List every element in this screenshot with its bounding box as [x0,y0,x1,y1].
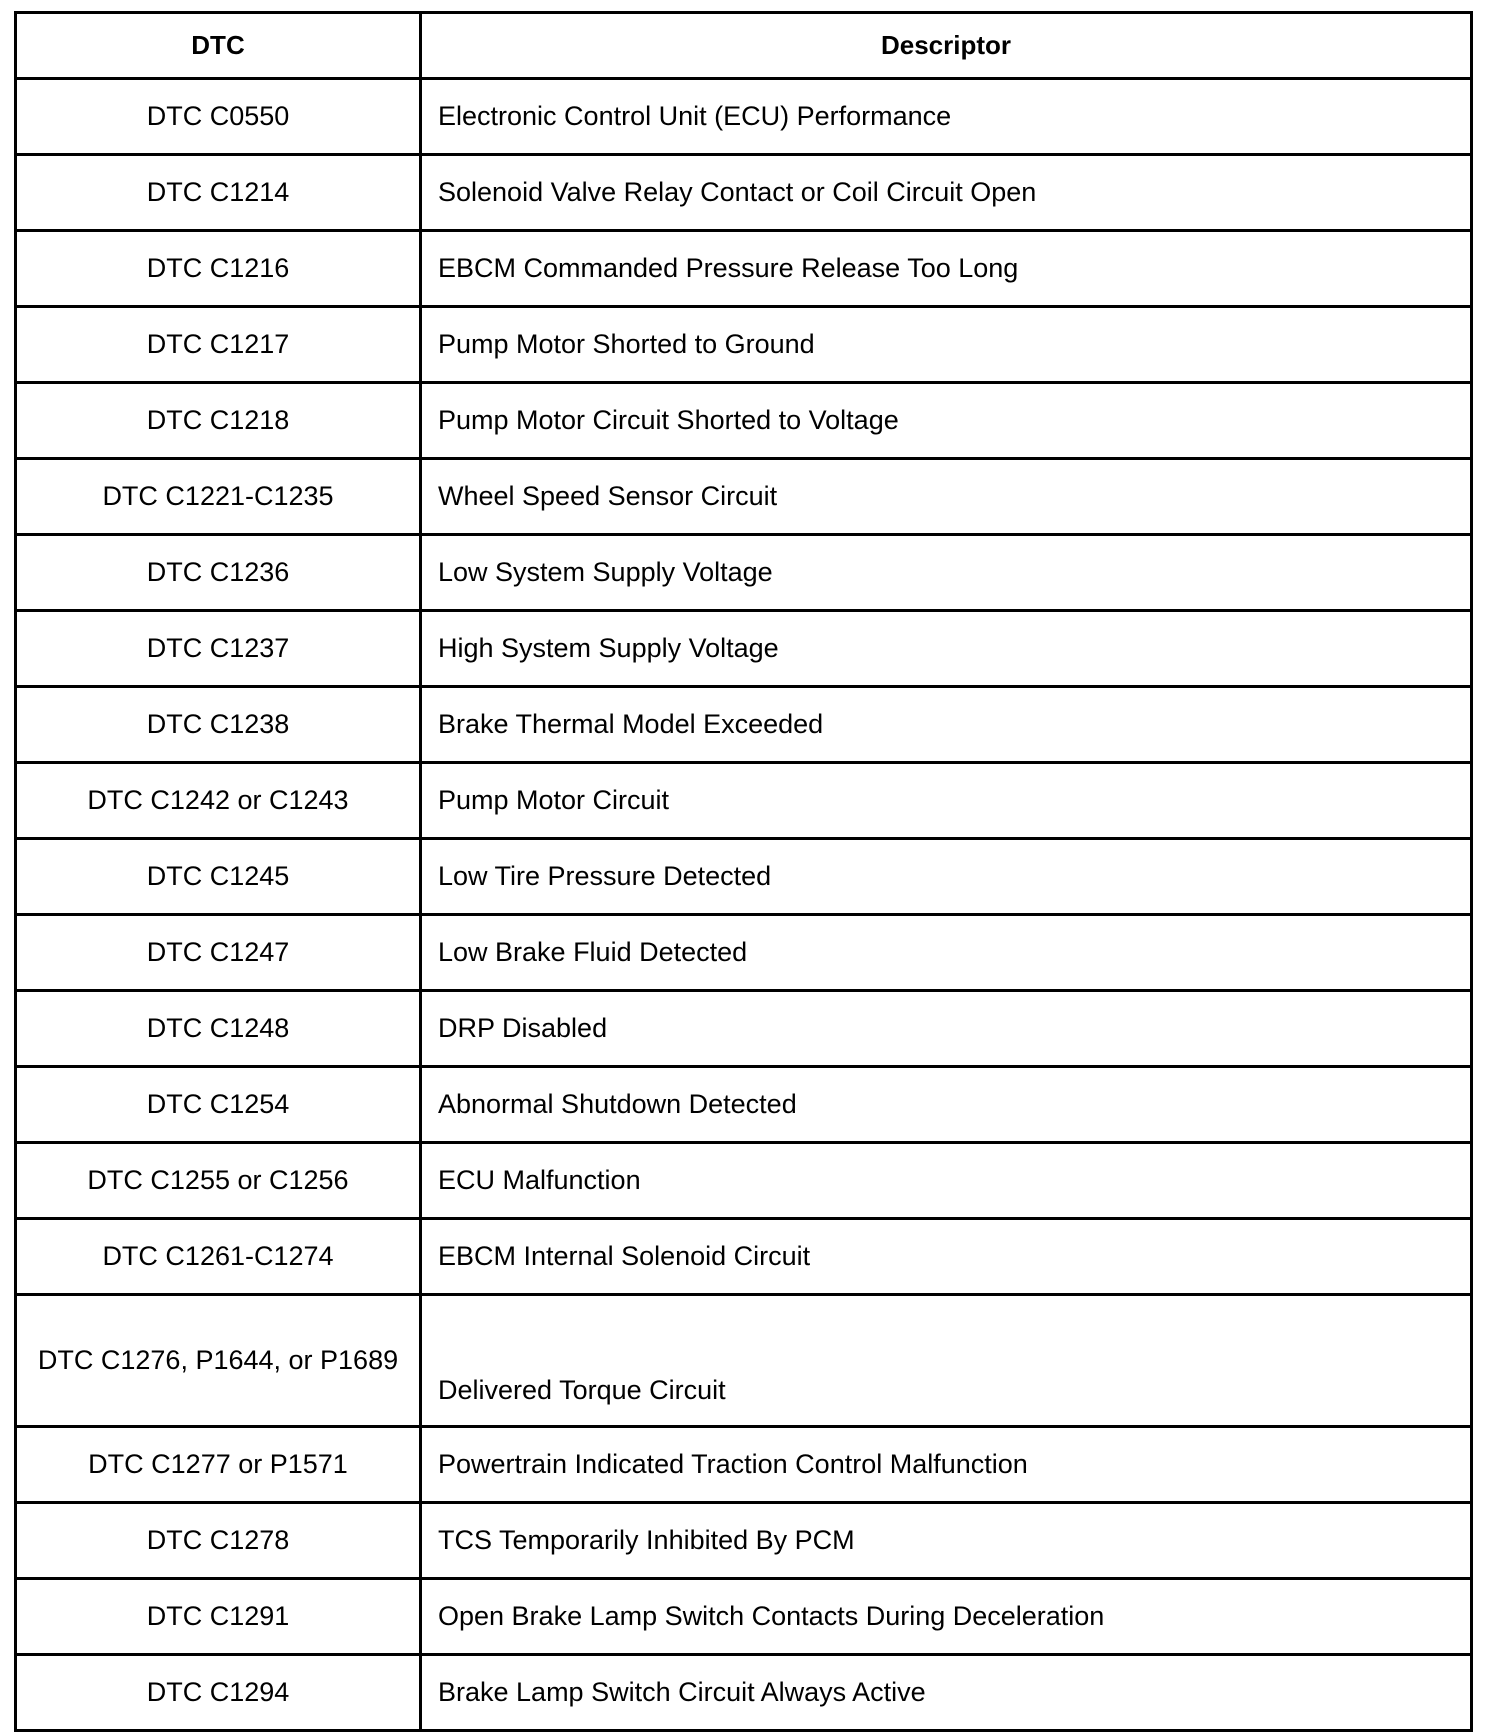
table-row [16,155,1472,231]
dtc-descriptor: EBCM Internal Solenoid Circuit [421,1219,1472,1295]
header-row [16,13,1472,79]
dtc-descriptor: Abnormal Shutdown Detected [421,1067,1472,1143]
dtc-descriptor: Delivered Torque Circuit [421,1295,1472,1427]
dtc-code: DTC C1247 [16,915,421,991]
table-row [16,307,1472,383]
dtc-code: DTC C1255 or C1256 [16,1143,421,1219]
table-row [16,763,1472,839]
dtc-code: DTC C1217 [16,307,421,383]
table-row [16,1067,1472,1143]
dtc-descriptor: Brake Lamp Switch Circuit Always Active [421,1655,1472,1731]
dtc-table [14,11,1473,1732]
table-row [16,1579,1472,1655]
dtc-code: DTC C1236 [16,535,421,611]
dtc-code: DTC C1278 [16,1503,421,1579]
dtc-descriptor: Brake Thermal Model Exceeded [421,687,1472,763]
dtc-descriptor: Electronic Control Unit (ECU) Performance [421,79,1472,155]
dtc-descriptor: Solenoid Valve Relay Contact or Coil Circuit Open [421,155,1472,231]
table-row [16,611,1472,687]
dtc-code: DTC C1214 [16,155,421,231]
table-row [16,1427,1472,1503]
table-row [16,79,1472,155]
dtc-code: DTC C1261-C1274 [16,1219,421,1295]
dtc-code: DTC C1248 [16,991,421,1067]
dtc-code: DTC C0550 [16,79,421,155]
table-row [16,1503,1472,1579]
table-row [16,1655,1472,1731]
table-row [16,839,1472,915]
dtc-descriptor: Low Tire Pressure Detected [421,839,1472,915]
dtc-code: DTC C1291 [16,1579,421,1655]
table-row [16,383,1472,459]
header-dtc: DTC [16,13,421,79]
dtc-code: DTC C1242 or C1243 [16,763,421,839]
dtc-code: DTC C1237 [16,611,421,687]
table-row [16,231,1472,307]
table-row [16,459,1472,535]
table-row [16,915,1472,991]
dtc-code: DTC C1221-C1235 [16,459,421,535]
dtc-descriptor: High System Supply Voltage [421,611,1472,687]
dtc-descriptor: Low Brake Fluid Detected [421,915,1472,991]
table-row [16,991,1472,1067]
dtc-descriptor: Pump Motor Circuit Shorted to Voltage [421,383,1472,459]
dtc-descriptor: Open Brake Lamp Switch Contacts During Deceleration [421,1579,1472,1655]
dtc-descriptor: Pump Motor Circuit [421,763,1472,839]
dtc-descriptor: EBCM Commanded Pressure Release Too Long [421,231,1472,307]
dtc-code: DTC C1277 or P1571 [16,1427,421,1503]
table-row [16,1219,1472,1295]
dtc-descriptor: Low System Supply Voltage [421,535,1472,611]
dtc-descriptor: Pump Motor Shorted to Ground [421,307,1472,383]
dtc-descriptor: Powertrain Indicated Traction Control Malfunction [421,1427,1472,1503]
dtc-code: DTC C1294 [16,1655,421,1731]
table-body [16,79,1472,1731]
dtc-descriptor: TCS Temporarily Inhibited By PCM [421,1503,1472,1579]
dtc-code: DTC C1218 [16,383,421,459]
dtc-code: DTC C1276, P1644, or P1689 [16,1295,421,1427]
dtc-descriptor: DRP Disabled [421,991,1472,1067]
table-header [16,13,1472,79]
dtc-code: DTC C1254 [16,1067,421,1143]
dtc-code: DTC C1238 [16,687,421,763]
table-row [16,687,1472,763]
table-row [16,535,1472,611]
dtc-code: DTC C1216 [16,231,421,307]
dtc-code: DTC C1245 [16,839,421,915]
dtc-descriptor: Wheel Speed Sensor Circuit [421,459,1472,535]
table-row [16,1295,1472,1427]
table-row [16,1143,1472,1219]
header-descriptor: Descriptor [421,13,1472,79]
dtc-descriptor: ECU Malfunction [421,1143,1472,1219]
